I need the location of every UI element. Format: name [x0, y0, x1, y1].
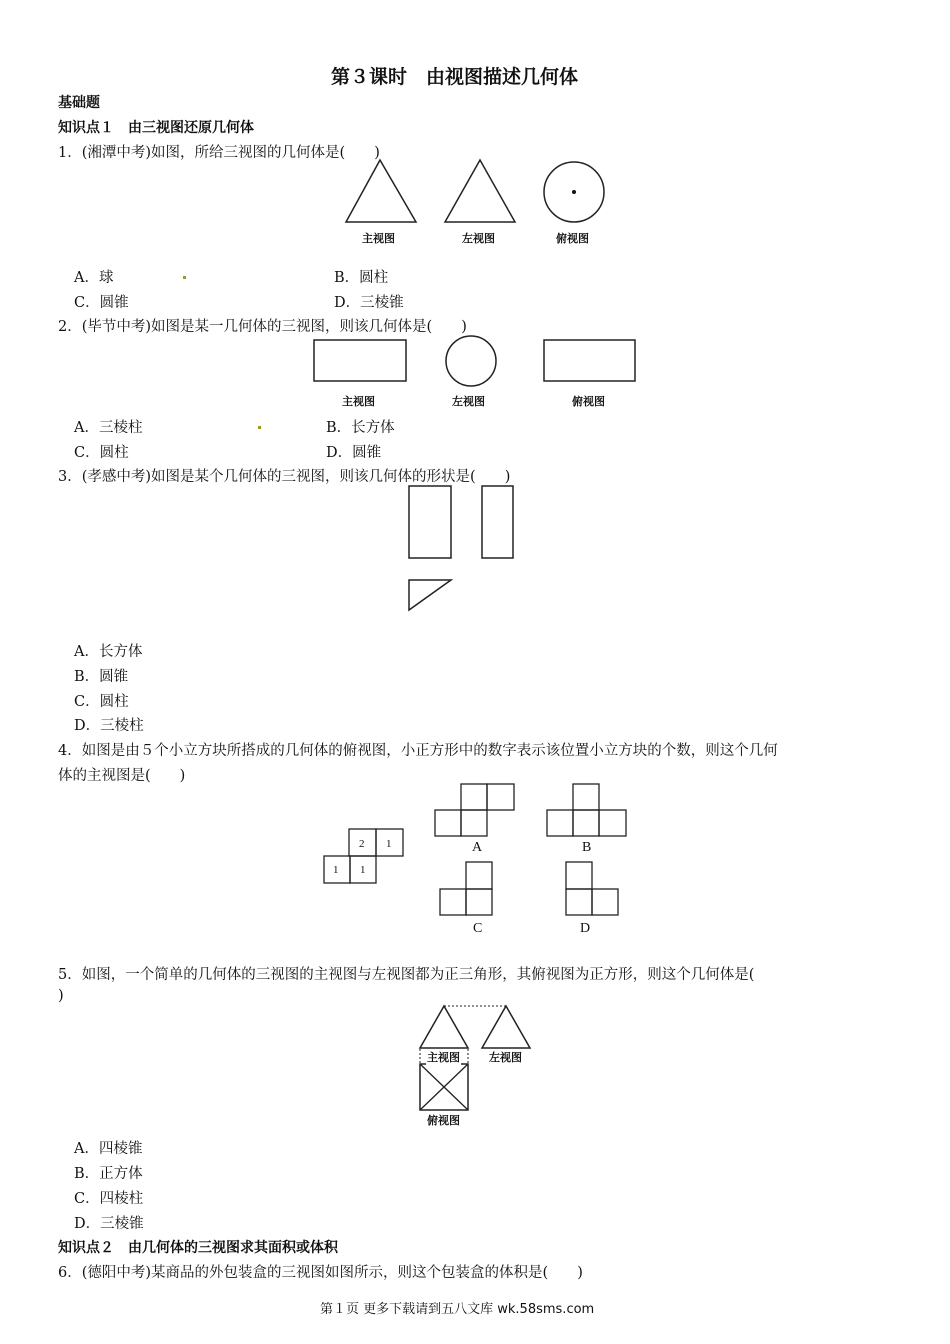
q3-left-view-rectangle [482, 486, 513, 558]
question-5-stem-line2: ) [58, 988, 64, 1004]
question-1-stem: 1．(湘潭中考)如图，所给三视图的几何体是( ) [58, 145, 380, 161]
q1-option-d: D．三棱锥 [334, 295, 404, 311]
q4-choice-a-figure [434, 783, 516, 837]
q4-choice-d-label: D [580, 921, 591, 936]
q5-option-b: B．正方体 [74, 1166, 143, 1182]
question-4-stem-line1: 4．如图是由５个小立方块所搭成的几何体的俯视图，小正方形中的数字表示该位置小立方块的个数，则这个几何 [58, 743, 778, 759]
knowledge-point-1: 知识点１ 由三视图还原几何体 [58, 120, 254, 136]
q1-top-view-label: 俯视图 [556, 232, 589, 245]
q5-option-c: C．四棱柱 [74, 1191, 144, 1207]
q3-option-a: A．长方体 [74, 644, 143, 660]
q5-front-view-label: 主视图 [427, 1051, 460, 1064]
q4-grid-number: 2 [359, 838, 365, 850]
q4-choice-c-figure [439, 861, 495, 917]
q1-option-c: C．圆锥 [74, 295, 129, 311]
question-3-stem: 3．(孝感中考)如图是某个几何体的三视图，则该几何体的形状是( ) [58, 469, 511, 485]
q5-option-d: D．三棱锥 [74, 1216, 144, 1232]
question-6-stem: 6．(德阳中考)某商品的外包装盒的三视图如图所示，则这个包装盒的体积是( ) [58, 1265, 583, 1281]
q2-option-d: D．圆锥 [326, 445, 382, 461]
q5-front-view-triangle [420, 1006, 468, 1048]
q4-choice-b-figure [546, 783, 628, 837]
q1-front-view-triangle [346, 160, 416, 222]
q1-top-view-center-dot [572, 190, 576, 194]
q2-option-c: C．圆柱 [74, 445, 129, 461]
q2-front-view-label: 主视图 [342, 395, 375, 408]
q3-option-d: D．三棱柱 [74, 718, 144, 734]
q4-choice-a-label: A [472, 840, 483, 855]
q4-choice-c-label: C [473, 921, 483, 936]
page-footer: 第１页 更多下载请到五八文库 wk.58sms.com [320, 1302, 595, 1317]
q1-option-a: A．球 [74, 270, 114, 286]
q2-top-view-rectangle [544, 340, 635, 381]
q3-top-view-triangle [409, 580, 451, 610]
q5-top-view-label: 俯视图 [427, 1114, 460, 1127]
q1-option-b: B．圆柱 [334, 270, 389, 286]
q1-left-view-label: 左视图 [462, 232, 495, 245]
scan-dot [183, 276, 186, 279]
q3-option-c: C．圆柱 [74, 694, 129, 710]
question-1-figure [340, 158, 610, 228]
q3-front-view-rectangle [409, 486, 451, 558]
section-heading: 基础题 [58, 95, 100, 111]
question-3-figure [406, 484, 518, 614]
q3-option-b: B．圆锥 [74, 669, 129, 685]
q2-option-b: B．长方体 [326, 420, 395, 436]
q4-grid-number: 1 [386, 838, 392, 850]
question-5-stem-line1: 5．如图，一个简单的几何体的三视图的主视图与左视图都为正三角形，其俯视图为正方形，则这个几何体是( [58, 967, 755, 983]
q5-left-view-triangle [482, 1006, 530, 1048]
q2-left-view-label: 左视图 [452, 395, 485, 408]
q4-grid-number: 1 [333, 864, 339, 876]
q2-left-view-circle [446, 336, 496, 386]
q4-choice-b-label: B [582, 840, 592, 855]
q2-top-view-label: 俯视图 [572, 395, 605, 408]
q2-option-a: A．三棱柱 [74, 420, 143, 436]
q1-left-view-triangle [445, 160, 515, 222]
q2-front-view-rectangle [314, 340, 406, 381]
scan-dot [258, 426, 261, 429]
q4-grid-number: 1 [360, 864, 366, 876]
question-4-stem-line2: 体的主视图是( ) [58, 768, 186, 784]
page-title: 第３课时 由视图描述几何体 [331, 66, 579, 88]
question-2-stem: 2．(毕节中考)如图是某一几何体的三视图，则该几何体是( ) [58, 319, 467, 335]
knowledge-point-2: 知识点２ 由几何体的三视图求其面积或体积 [58, 1240, 338, 1256]
q5-left-view-label: 左视图 [489, 1051, 522, 1064]
question-2-figure [313, 334, 638, 394]
q4-choice-d-figure [565, 861, 621, 917]
q1-front-view-label: 主视图 [362, 232, 395, 245]
q5-option-a: A．四棱锥 [74, 1141, 143, 1157]
